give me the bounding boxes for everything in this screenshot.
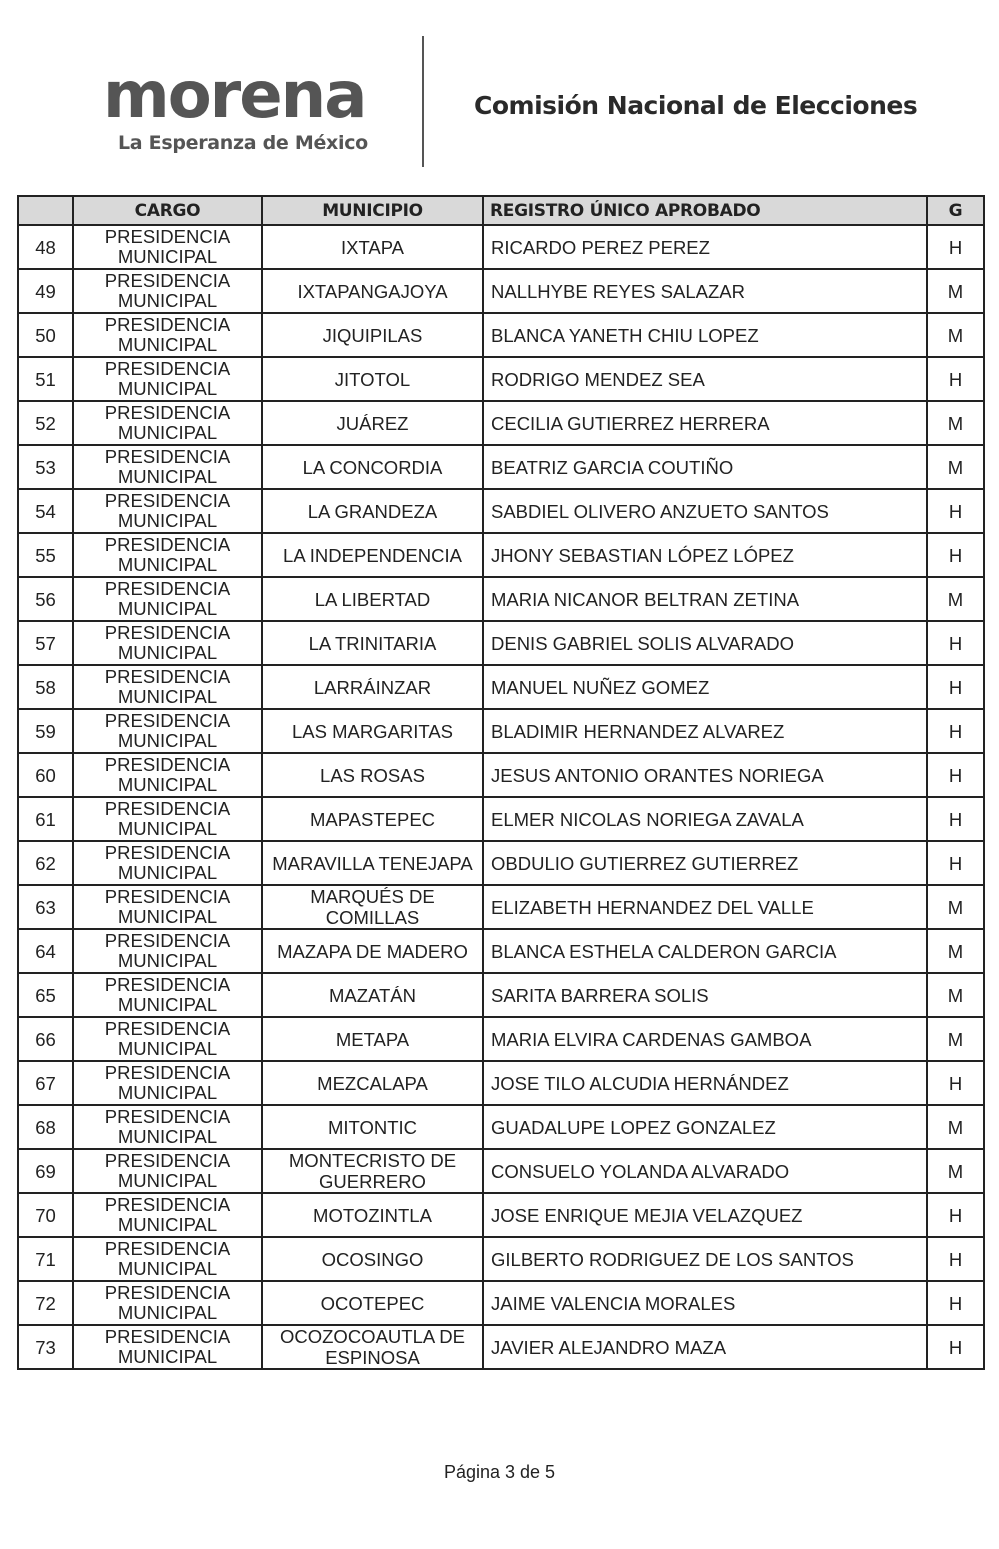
row-number: 53	[18, 445, 73, 489]
municipio-cell: LA LIBERTAD	[262, 577, 483, 621]
cargo-cell: PRESIDENCIA MUNICIPAL	[73, 1237, 262, 1281]
table-row	[18, 885, 984, 929]
municipio-cell: MARQUÉS DE COMILLAS	[262, 885, 483, 929]
gender-cell: H	[927, 841, 984, 885]
row-number: 68	[18, 1105, 73, 1149]
table-row	[18, 269, 984, 313]
cargo-cell: PRESIDENCIA MUNICIPAL	[73, 885, 262, 929]
row-number: 51	[18, 357, 73, 401]
cargo-cell: PRESIDENCIA MUNICIPAL	[73, 709, 262, 753]
registro-cell: JESUS ANTONIO ORANTES NORIEGA	[483, 753, 927, 797]
row-number: 64	[18, 929, 73, 973]
row-number: 57	[18, 621, 73, 665]
table-row	[18, 1017, 984, 1061]
table-row	[18, 489, 984, 533]
row-number: 67	[18, 1061, 73, 1105]
row-number: 72	[18, 1281, 73, 1325]
table-row	[18, 313, 984, 357]
registro-cell: GUADALUPE LOPEZ GONZALEZ	[483, 1105, 927, 1149]
gender-cell: H	[927, 357, 984, 401]
registro-cell: JOSE TILO ALCUDIA HERNÁNDEZ	[483, 1061, 927, 1105]
column-header-number	[18, 196, 73, 225]
gender-cell: M	[927, 1017, 984, 1061]
municipio-cell: METAPA	[262, 1017, 483, 1061]
row-number: 50	[18, 313, 73, 357]
gender-cell: H	[927, 489, 984, 533]
table-row	[18, 973, 984, 1017]
cargo-cell: PRESIDENCIA MUNICIPAL	[73, 533, 262, 577]
cargo-cell: PRESIDENCIA MUNICIPAL	[73, 445, 262, 489]
municipio-cell: OCOSINGO	[262, 1237, 483, 1281]
row-number: 48	[18, 225, 73, 269]
registro-cell: MARIA NICANOR BELTRAN ZETINA	[483, 577, 927, 621]
table-row	[18, 577, 984, 621]
cargo-cell: PRESIDENCIA MUNICIPAL	[73, 1017, 262, 1061]
table-row	[18, 445, 984, 489]
row-number: 65	[18, 973, 73, 1017]
municipio-cell: MITONTIC	[262, 1105, 483, 1149]
cargo-cell: PRESIDENCIA MUNICIPAL	[73, 929, 262, 973]
column-header-gender: G	[927, 196, 984, 225]
table-row	[18, 841, 984, 885]
row-number: 60	[18, 753, 73, 797]
gender-cell: H	[927, 797, 984, 841]
cargo-cell: PRESIDENCIA MUNICIPAL	[73, 489, 262, 533]
table-row	[18, 225, 984, 269]
registro-cell: OBDULIO GUTIERREZ GUTIERREZ	[483, 841, 927, 885]
cargo-cell: PRESIDENCIA MUNICIPAL	[73, 665, 262, 709]
gender-cell: H	[927, 621, 984, 665]
table-row	[18, 797, 984, 841]
table-row	[18, 621, 984, 665]
logo-tagline: La Esperanza de México	[118, 132, 368, 154]
cargo-cell: PRESIDENCIA MUNICIPAL	[73, 973, 262, 1017]
registro-cell: BLANCA ESTHELA CALDERON GARCIA	[483, 929, 927, 973]
cargo-cell: PRESIDENCIA MUNICIPAL	[73, 1193, 262, 1237]
registro-cell: SARITA BARRERA SOLIS	[483, 973, 927, 1017]
registro-cell: MARIA ELVIRA CARDENAS GAMBOA	[483, 1017, 927, 1061]
municipio-cell: LA INDEPENDENCIA	[262, 533, 483, 577]
registro-cell: JHONY SEBASTIAN LÓPEZ LÓPEZ	[483, 533, 927, 577]
gender-cell: M	[927, 973, 984, 1017]
registro-cell: ELMER NICOLAS NORIEGA ZAVALA	[483, 797, 927, 841]
gender-cell: M	[927, 313, 984, 357]
registro-cell: MANUEL NUÑEZ GOMEZ	[483, 665, 927, 709]
header-divider	[422, 36, 424, 167]
municipio-cell: MEZCALAPA	[262, 1061, 483, 1105]
gender-cell: H	[927, 1237, 984, 1281]
gender-cell: H	[927, 225, 984, 269]
row-number: 73	[18, 1325, 73, 1369]
municipio-cell: MAZAPA DE MADERO	[262, 929, 483, 973]
cargo-cell: PRESIDENCIA MUNICIPAL	[73, 577, 262, 621]
municipio-cell: IXTAPANGAJOYA	[262, 269, 483, 313]
registro-cell: ELIZABETH HERNANDEZ DEL VALLE	[483, 885, 927, 929]
table-header-row	[18, 196, 984, 225]
gender-cell: M	[927, 401, 984, 445]
registro-cell: BLANCA YANETH CHIU LOPEZ	[483, 313, 927, 357]
cargo-cell: PRESIDENCIA MUNICIPAL	[73, 797, 262, 841]
table-row	[18, 401, 984, 445]
cargo-cell: PRESIDENCIA MUNICIPAL	[73, 313, 262, 357]
municipio-cell: LAS ROSAS	[262, 753, 483, 797]
cargo-cell: PRESIDENCIA MUNICIPAL	[73, 357, 262, 401]
gender-cell: M	[927, 577, 984, 621]
registro-cell: JOSE ENRIQUE MEJIA VELAZQUEZ	[483, 1193, 927, 1237]
row-number: 49	[18, 269, 73, 313]
table-row	[18, 533, 984, 577]
column-header-registro: REGISTRO ÚNICO APROBADO	[483, 196, 927, 225]
table-row	[18, 1325, 984, 1369]
gender-cell: H	[927, 1061, 984, 1105]
row-number: 58	[18, 665, 73, 709]
column-header-cargo: CARGO	[73, 196, 262, 225]
document-header	[0, 0, 999, 180]
municipio-cell: JITOTOL	[262, 357, 483, 401]
municipio-cell: LA CONCORDIA	[262, 445, 483, 489]
gender-cell: M	[927, 1105, 984, 1149]
table-row	[18, 1193, 984, 1237]
row-number: 62	[18, 841, 73, 885]
candidates-table	[17, 195, 985, 1370]
gender-cell: H	[927, 1281, 984, 1325]
gender-cell: H	[927, 665, 984, 709]
cargo-cell: PRESIDENCIA MUNICIPAL	[73, 401, 262, 445]
cargo-cell: PRESIDENCIA MUNICIPAL	[73, 841, 262, 885]
table-row	[18, 1061, 984, 1105]
registro-cell: GILBERTO RODRIGUEZ DE LOS SANTOS	[483, 1237, 927, 1281]
table-row	[18, 1281, 984, 1325]
gender-cell: M	[927, 929, 984, 973]
gender-cell: M	[927, 1149, 984, 1193]
cargo-cell: PRESIDENCIA MUNICIPAL	[73, 753, 262, 797]
table-row	[18, 665, 984, 709]
municipio-cell: LA GRANDEZA	[262, 489, 483, 533]
municipio-cell: LA TRINITARIA	[262, 621, 483, 665]
registro-cell: CECILIA GUTIERREZ HERRERA	[483, 401, 927, 445]
row-number: 56	[18, 577, 73, 621]
municipio-cell: MONTECRISTO DE GUERRERO	[262, 1149, 483, 1193]
gender-cell: H	[927, 753, 984, 797]
municipio-cell: MAPASTEPEC	[262, 797, 483, 841]
cargo-cell: PRESIDENCIA MUNICIPAL	[73, 225, 262, 269]
column-header-municipio: MUNICIPIO	[262, 196, 483, 225]
gender-cell: M	[927, 445, 984, 489]
cargo-cell: PRESIDENCIA MUNICIPAL	[73, 1325, 262, 1369]
row-number: 52	[18, 401, 73, 445]
row-number: 70	[18, 1193, 73, 1237]
row-number: 66	[18, 1017, 73, 1061]
registro-cell: SABDIEL OLIVERO ANZUETO SANTOS	[483, 489, 927, 533]
row-number: 54	[18, 489, 73, 533]
registro-cell: BEATRIZ GARCIA COUTIÑO	[483, 445, 927, 489]
municipio-cell: OCOTEPEC	[262, 1281, 483, 1325]
table-row	[18, 1237, 984, 1281]
cargo-cell: PRESIDENCIA MUNICIPAL	[73, 621, 262, 665]
table-row	[18, 1105, 984, 1149]
table-row	[18, 1149, 984, 1193]
municipio-cell: JUÁREZ	[262, 401, 483, 445]
commission-title: Comisión Nacional de Elecciones	[474, 91, 918, 120]
row-number: 69	[18, 1149, 73, 1193]
municipio-cell: OCOZOCOAUTLA DE ESPINOSA	[262, 1325, 483, 1369]
registro-cell: RODRIGO MENDEZ SEA	[483, 357, 927, 401]
page-number: Página 3 de 5	[443, 1462, 556, 1482]
municipio-cell: LARRÁINZAR	[262, 665, 483, 709]
gender-cell: M	[927, 269, 984, 313]
row-number: 55	[18, 533, 73, 577]
row-number: 59	[18, 709, 73, 753]
gender-cell: M	[927, 885, 984, 929]
cargo-cell: PRESIDENCIA MUNICIPAL	[73, 1281, 262, 1325]
cargo-cell: PRESIDENCIA MUNICIPAL	[73, 269, 262, 313]
gender-cell: H	[927, 709, 984, 753]
registro-cell: CONSUELO YOLANDA ALVARADO	[483, 1149, 927, 1193]
morena-logo: morena	[103, 59, 366, 133]
cargo-cell: PRESIDENCIA MUNICIPAL	[73, 1105, 262, 1149]
municipio-cell: LAS MARGARITAS	[262, 709, 483, 753]
municipio-cell: JIQUIPILAS	[262, 313, 483, 357]
row-number: 71	[18, 1237, 73, 1281]
registro-cell: JAIME VALENCIA MORALES	[483, 1281, 927, 1325]
registro-cell: NALLHYBE REYES SALAZAR	[483, 269, 927, 313]
gender-cell: H	[927, 1193, 984, 1237]
table-row	[18, 709, 984, 753]
cargo-cell: PRESIDENCIA MUNICIPAL	[73, 1061, 262, 1105]
gender-cell: H	[927, 533, 984, 577]
table-row	[18, 753, 984, 797]
row-number: 61	[18, 797, 73, 841]
municipio-cell: MAZATÁN	[262, 973, 483, 1017]
registro-cell: RICARDO PEREZ PEREZ	[483, 225, 927, 269]
municipio-cell: MOTOZINTLA	[262, 1193, 483, 1237]
gender-cell: H	[927, 1325, 984, 1369]
row-number: 63	[18, 885, 73, 929]
municipio-cell: MARAVILLA TENEJAPA	[262, 841, 483, 885]
registro-cell: BLADIMIR HERNANDEZ ALVAREZ	[483, 709, 927, 753]
registro-cell: JAVIER ALEJANDRO MAZA	[483, 1325, 927, 1369]
registro-cell: DENIS GABRIEL SOLIS ALVARADO	[483, 621, 927, 665]
cargo-cell: PRESIDENCIA MUNICIPAL	[73, 1149, 262, 1193]
table-row	[18, 929, 984, 973]
table-row	[18, 357, 984, 401]
municipio-cell: IXTAPA	[262, 225, 483, 269]
